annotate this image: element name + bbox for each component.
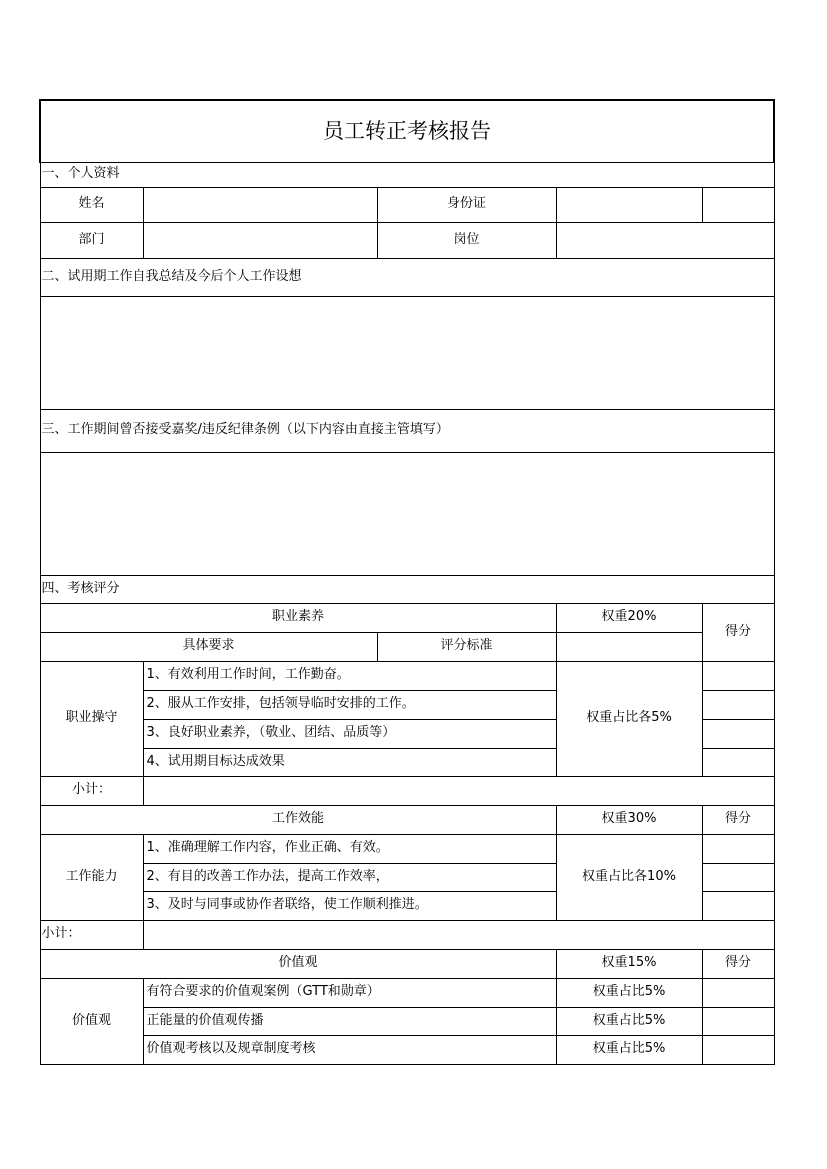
efficiency-standard: 权重占比各10% (556, 834, 702, 920)
values-item: 有符合要求的价值观案例（GTT和勋章） (143, 978, 556, 1007)
values-score-cell[interactable] (702, 978, 774, 1007)
values-item: 价值观考核以及规章制度考核 (143, 1035, 556, 1064)
professional-score-cell[interactable] (702, 719, 774, 748)
professional-score-cell[interactable] (702, 748, 774, 776)
efficiency-item: 2、有目的改善工作办法，提高工作效率， (143, 863, 556, 891)
section-summary-heading: 二、试用期工作自我总结及今后个人工作设想 (40, 258, 774, 296)
values-score-cell[interactable] (702, 1007, 774, 1035)
values-header: 价值观 (40, 949, 556, 978)
efficiency-category: 工作能力 (40, 834, 143, 920)
professional-subtotal-field[interactable] (143, 776, 774, 805)
professional-header: 职业素养 (40, 603, 556, 632)
section-scoring-heading: 四、考核评分 (40, 575, 774, 603)
values-score-cell[interactable] (702, 1035, 774, 1064)
dept-label: 部门 (40, 222, 143, 258)
section-discipline-heading: 三、工作期间曾否接受嘉奖/违反纪律条例（以下内容由直接主管填写） (40, 409, 774, 452)
efficiency-header: 工作效能 (40, 805, 556, 834)
efficiency-subtotal-field[interactable] (143, 920, 774, 949)
discipline-textarea[interactable] (40, 452, 774, 575)
efficiency-score-cell[interactable] (702, 834, 774, 863)
efficiency-score-cell[interactable] (702, 863, 774, 891)
professional-category: 职业操守 (40, 661, 143, 776)
efficiency-item: 1、准确理解工作内容，作业正确、有效。 (143, 834, 556, 863)
efficiency-subtotal-label: 小计： (40, 920, 143, 949)
dept-field[interactable] (143, 222, 377, 258)
efficiency-item: 3、及时与同事或协作者联络，使工作顺利推进。 (143, 891, 556, 920)
section-personal-heading: 一、个人资料 (40, 162, 774, 187)
professional-item: 2、服从工作安排，包括领导临时安排的工作。 (143, 690, 556, 719)
values-score-label: 得分 (702, 949, 774, 978)
professional-item: 3、良好职业素养，（敬业、团结、品质等） (143, 719, 556, 748)
appraisal-table (39, 99, 775, 1065)
professional-item: 4、试用期目标达成效果 (143, 748, 556, 776)
professional-score-cell[interactable] (702, 661, 774, 690)
appraisal-sheet (39, 99, 773, 1065)
values-standard: 权重占比5% (556, 1007, 702, 1035)
efficiency-score-cell[interactable] (702, 891, 774, 920)
professional-score-label: 得分 (702, 603, 774, 661)
professional-standard: 权重占比各5% (556, 661, 702, 776)
values-category: 价值观 (40, 978, 143, 1064)
professional-item: 1、有效利用工作时间，工作勤奋。 (143, 661, 556, 690)
id-field-extra[interactable] (702, 187, 774, 222)
efficiency-weight: 权重30% (556, 805, 702, 834)
values-standard: 权重占比5% (556, 1035, 702, 1064)
id-label: 身份证 (377, 187, 556, 222)
name-field[interactable] (143, 187, 377, 222)
professional-score-cell[interactable] (702, 690, 774, 719)
summary-textarea[interactable] (40, 296, 774, 409)
professional-subtotal-label: 小计： (40, 776, 143, 805)
values-item: 正能量的价值观传播 (143, 1007, 556, 1035)
efficiency-score-label: 得分 (702, 805, 774, 834)
standard-header: 评分标准 (377, 632, 556, 661)
professional-weight: 权重20% (556, 603, 702, 632)
position-label: 岗位 (377, 222, 556, 258)
values-standard: 权重占比5% (556, 978, 702, 1007)
id-field[interactable] (556, 187, 702, 222)
position-field[interactable] (556, 222, 774, 258)
values-weight: 权重15% (556, 949, 702, 978)
requirements-header: 具体要求 (40, 632, 377, 661)
page-title: 员工转正考核报告 (40, 100, 774, 162)
name-label: 姓名 (40, 187, 143, 222)
